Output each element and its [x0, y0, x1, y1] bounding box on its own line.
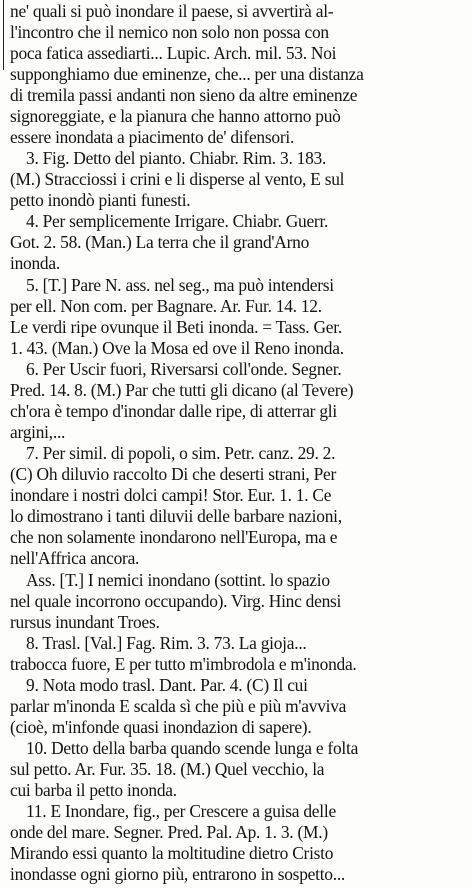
- entry-heading-8: 8. Trasl. [Val.] Fag. Rim. 3. 73. La gioja...: [26, 633, 307, 653]
- text-line: petto inondò pianti funesti.: [10, 190, 191, 210]
- entry-subheading-ass: Ass. [T.] I nemici inondano (sottint. lo spazio: [26, 570, 330, 590]
- text-line: Got. 2. 58. (Man.) La terra che il grand'Arno: [10, 232, 310, 252]
- entry-heading-10: 10. Detto della barba quando scende lunga e folta: [26, 738, 359, 758]
- text-line: per ell. Non com. per Bagnare. Ar. Fur. 14. 12.: [10, 296, 322, 316]
- text-line: rursus inundant Troes.: [10, 612, 160, 632]
- entry-heading-11: 11. E Inondare, fig., per Crescere a guisa delle: [26, 801, 336, 821]
- text-line: di tremila passi andanti non sieno da altre eminenze: [10, 85, 358, 105]
- margin-rule: [3, 0, 4, 70]
- entry-heading-3: 3. Fig. Detto del pianto. Chiabr. Rim. 3. 183.: [26, 148, 327, 168]
- text-line: che non solamente inondarono nell'Europa, ma e: [10, 527, 338, 547]
- text-line: signoreggiate, e la pianura che hanno attorno può: [10, 106, 341, 126]
- text-line: essere inondata a piacimento de' difensori.: [10, 127, 295, 147]
- text-line: Le verdi ripe ovunque il Beti inonda. = Tass. Ger.: [10, 317, 342, 337]
- entry-heading-7: 7. Per simil. di popoli, o sim. Petr. canz. 29. 2.: [26, 443, 336, 463]
- text-line: supponghiamo due eminenze, che... per una distanza: [10, 64, 364, 84]
- text-line: 1. 43. (Man.) Ove la Mosa ed ove il Reno inonda.: [10, 338, 344, 358]
- text-line: cui barba il petto inonda.: [10, 780, 177, 800]
- entry-heading-9: 9. Nota modo trasl. Dant. Par. 4. (C) Il cui: [26, 675, 308, 695]
- text-line: inonda.: [10, 253, 60, 273]
- text-line: trabocca fuore, E per tutto m'imbrodola e m'inonda.: [10, 654, 357, 674]
- text-line: Pred. 14. 8. (M.) Par che tutti gli dicano (al Tevere): [10, 380, 354, 400]
- text-line: (M.) Stracciossi i crini e li disperse al vento, E sul: [10, 169, 345, 189]
- text-line: sul petto. Ar. Fur. 35. 18. (M.) Quel vecchio, la: [10, 759, 325, 779]
- text-line: (C) Oh diluvio raccolto Di che deserti strani, Per: [10, 464, 337, 484]
- text-line: lo dimostrano i tanti diluvii delle barbare nazioni,: [10, 506, 342, 526]
- entry-heading-6: 6. Per Uscir fuori, Riversarsi coll'onde. Segner.: [26, 359, 342, 379]
- text-line: Mirando essi quanto la moltitudine dietro Cristo: [10, 843, 334, 863]
- text-line: poca fatica assediarti... Lupic. Arch. mil. 53. Noi: [10, 43, 337, 63]
- text-line: nell'Affrica ancora.: [10, 548, 140, 568]
- text-line: onde del mare. Segner. Pred. Pal. Ap. 1. 3. (M.): [10, 822, 328, 842]
- text-line: ne' quali si può inondare il paese, si avvertirà al-: [10, 1, 334, 21]
- text-line: argini,...: [10, 422, 66, 442]
- text-line: parlar m'inonda E scalda sì che più e più m'avviva: [10, 696, 347, 716]
- text-line: l'incontro che il nemico non solo non possa con: [10, 22, 329, 42]
- entry-heading-4: 4. Per semplicemente Irrigare. Chiabr. Guerr.: [26, 211, 329, 231]
- entry-heading-5: 5. [T.] Pare N. ass. nel seg., ma può intendersi: [26, 275, 334, 295]
- text-line: ch'ora è tempo d'inondar dalle ripe, di atterrar gli: [10, 401, 337, 421]
- text-line: inondasse ogni giorno più, entrarono in sospetto...: [10, 864, 346, 884]
- text-line: (cioè, m'infonde quasi inondazion di sapere).: [10, 717, 312, 737]
- text-line: inondare i nostri dolci campi! Stor. Eur. 1. 1. Ce: [10, 485, 332, 505]
- text-line: nel quale incorrono occupando). Virg. Hinc densi: [10, 591, 342, 611]
